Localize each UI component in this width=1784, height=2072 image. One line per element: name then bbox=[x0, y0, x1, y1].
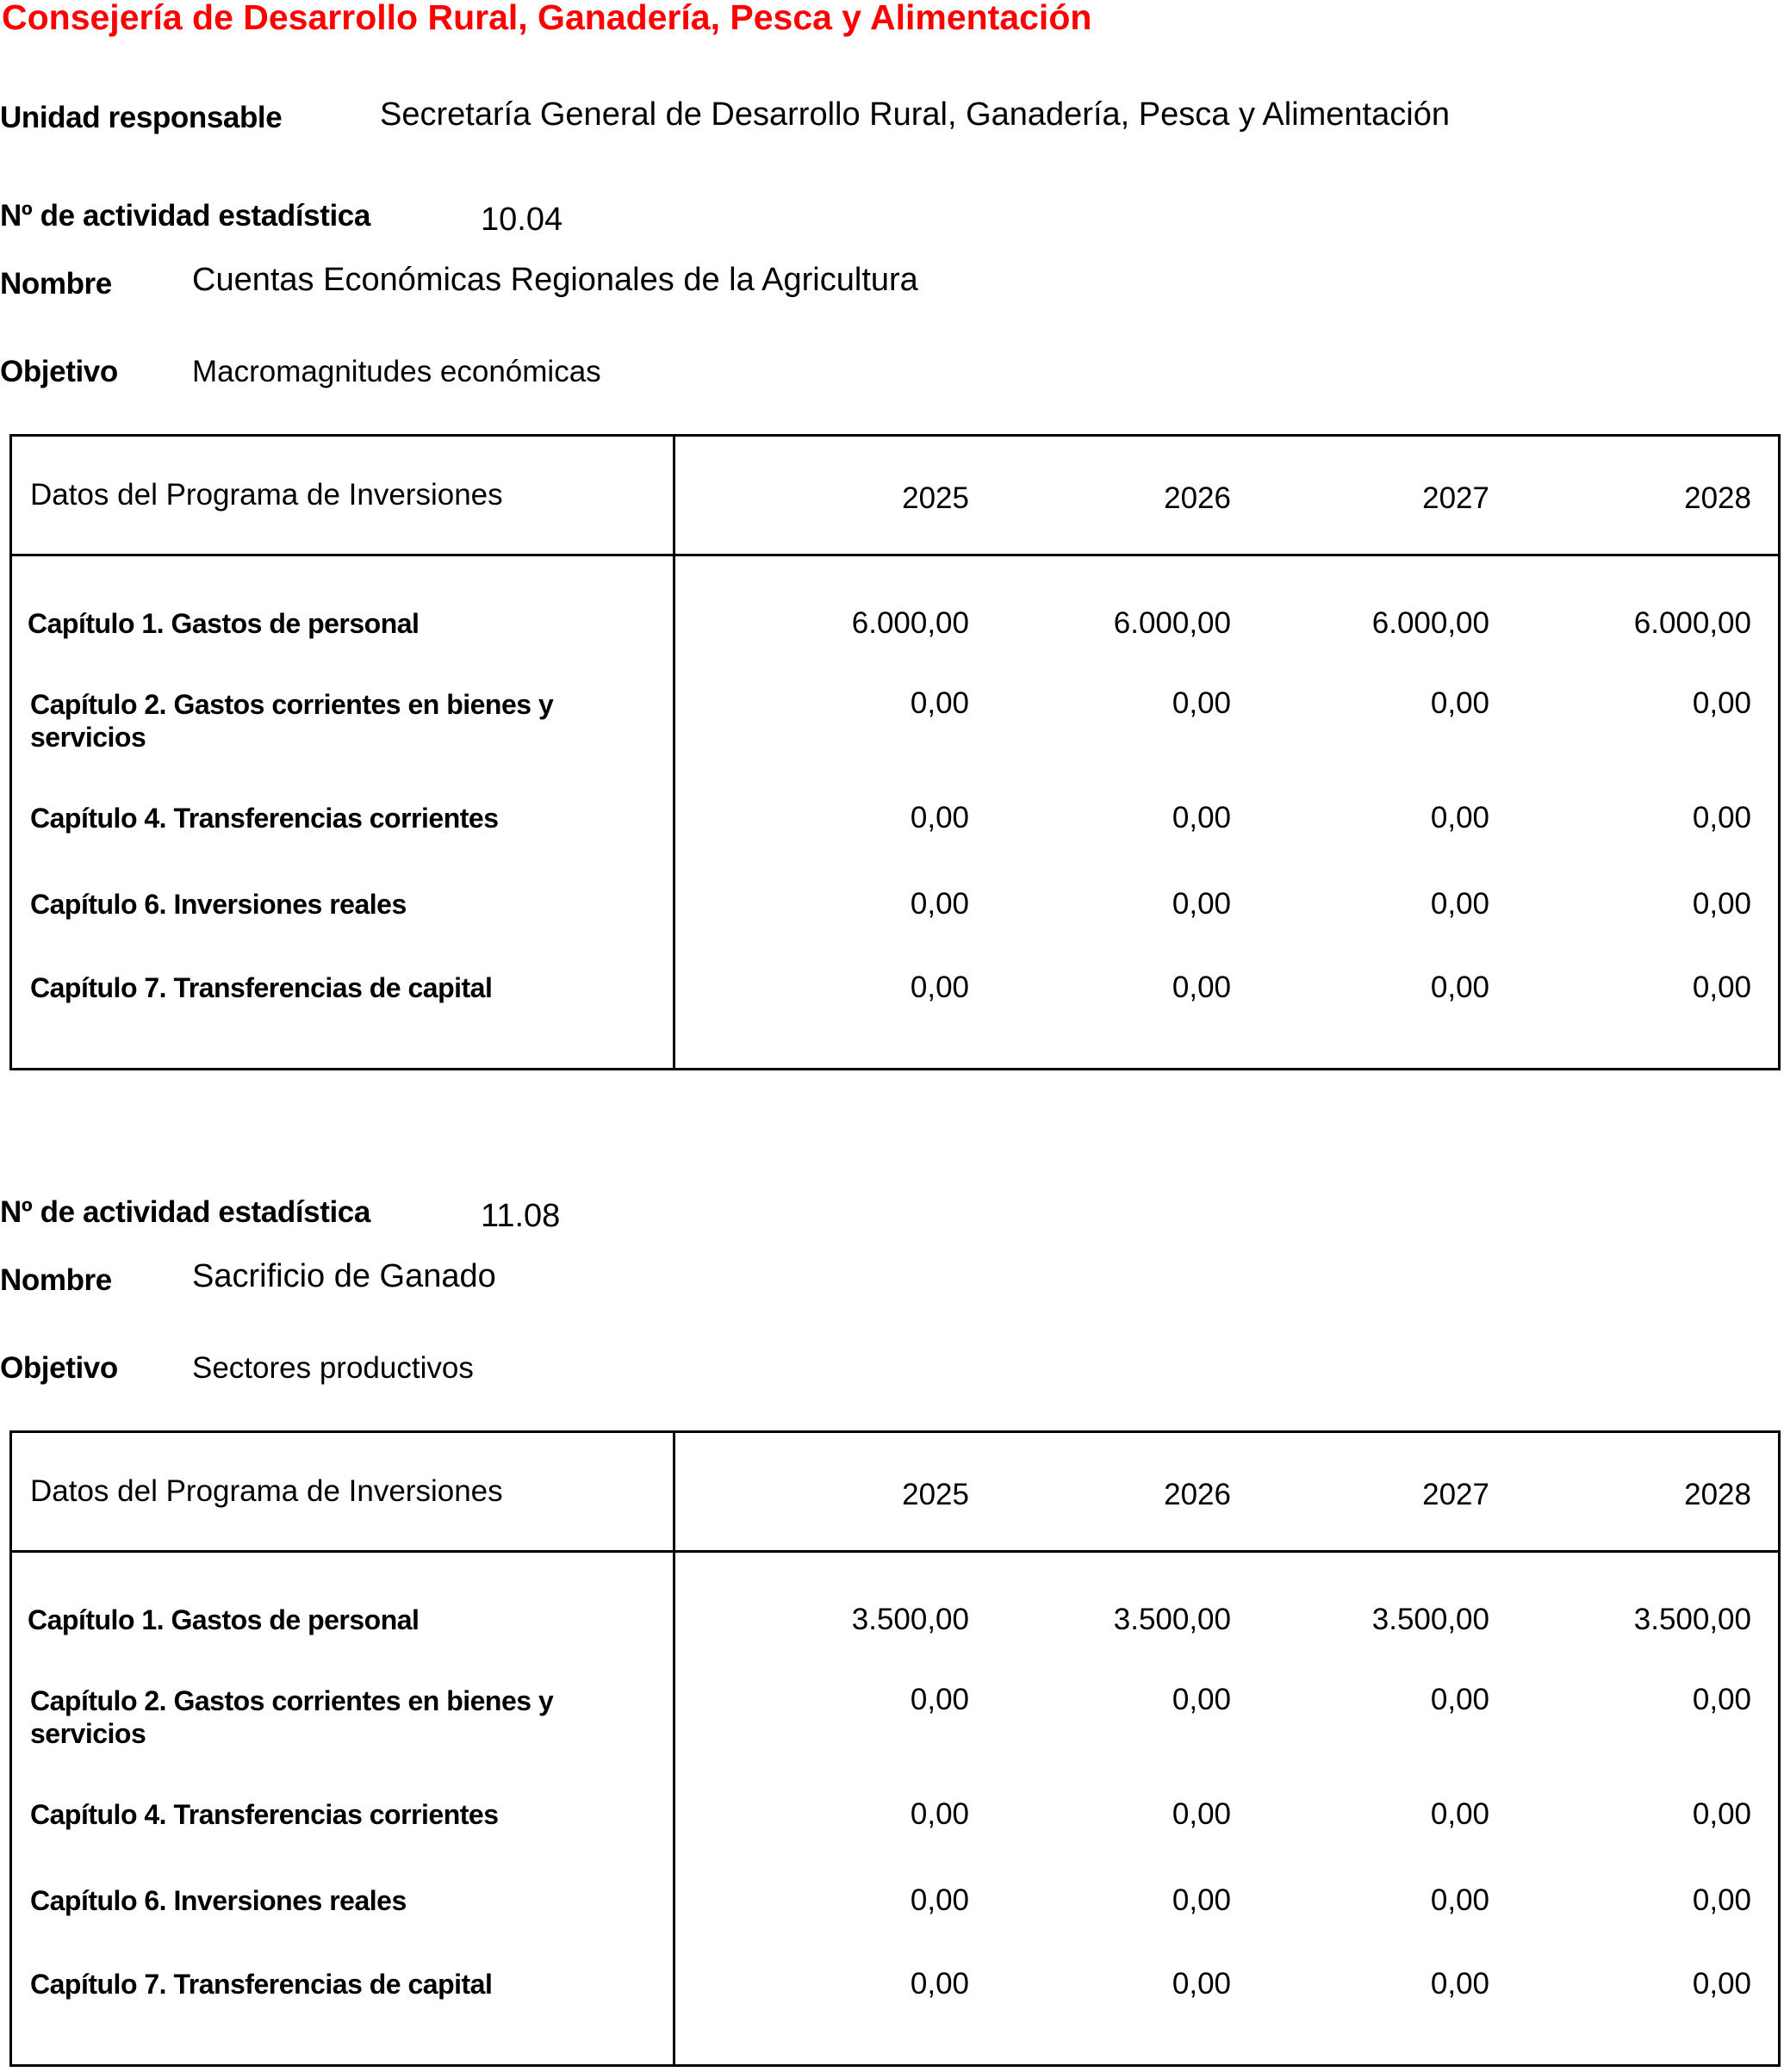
investment-table-2 bbox=[9, 1430, 1781, 2067]
cell-value: 3.500,00 bbox=[851, 1603, 969, 1636]
year-header: 2028 bbox=[1684, 1478, 1751, 1511]
table-header-label: Datos del Programa de Inversiones bbox=[30, 1474, 503, 1508]
cell-value: 0,00 bbox=[1692, 971, 1751, 1004]
activity-2-nombre: Sacrificio de Ganado bbox=[192, 1258, 496, 1294]
row-label: Capítulo 6. Inversiones reales bbox=[30, 1885, 407, 1916]
activity-2-number: 11.08 bbox=[481, 1198, 561, 1234]
cell-value: 0,00 bbox=[1172, 1683, 1231, 1716]
table-column-divider bbox=[673, 1433, 675, 2064]
cell-value: 0,00 bbox=[910, 686, 969, 720]
cell-value: 0,00 bbox=[1692, 801, 1751, 834]
row-label: Capítulo 4. Transferencias corrientes bbox=[30, 803, 499, 834]
activity-2-objetivo: Sectores productivos bbox=[192, 1351, 474, 1385]
cell-value: 0,00 bbox=[1172, 686, 1231, 720]
activity-1-number-label: Nº de actividad estadística bbox=[0, 199, 370, 233]
table-header-label: Datos del Programa de Inversiones bbox=[30, 478, 503, 512]
activity-1-objetivo-label: Objetivo bbox=[0, 355, 118, 388]
cell-value: 6.000,00 bbox=[1633, 606, 1751, 640]
activity-2-objetivo-label: Objetivo bbox=[0, 1351, 118, 1385]
year-header: 2026 bbox=[1164, 1478, 1231, 1511]
investment-table-1 bbox=[9, 434, 1781, 1070]
cell-value: 3.500,00 bbox=[1633, 1603, 1751, 1636]
cell-value: 0,00 bbox=[1172, 971, 1231, 1004]
row-label: Capítulo 2. Gastos corrientes en bienes y servicios bbox=[30, 689, 554, 754]
activity-1-nombre-label: Nombre bbox=[0, 267, 112, 301]
cell-value: 0,00 bbox=[910, 1683, 969, 1716]
row-label: Capítulo 4. Transferencias corrientes bbox=[30, 1799, 499, 1830]
activity-1-number: 10.04 bbox=[481, 202, 563, 238]
cell-value: 0,00 bbox=[910, 801, 969, 834]
cell-value: 0,00 bbox=[1430, 887, 1489, 921]
cell-value: 0,00 bbox=[1172, 1967, 1231, 2001]
cell-value: 0,00 bbox=[1692, 686, 1751, 720]
cell-value: 0,00 bbox=[1430, 971, 1489, 1004]
unidad-value: Secretaría General de Desarrollo Rural, Ganadería, Pesca y Alimentación bbox=[380, 96, 1450, 133]
cell-value: 0,00 bbox=[1692, 1797, 1751, 1831]
year-header: 2025 bbox=[902, 1478, 969, 1511]
row-label: Capítulo 1. Gastos de personal bbox=[28, 1604, 420, 1635]
cell-value: 0,00 bbox=[910, 887, 969, 921]
cell-value: 3.500,00 bbox=[1371, 1603, 1489, 1636]
cell-value: 0,00 bbox=[1692, 887, 1751, 921]
year-header: 2025 bbox=[902, 481, 969, 515]
year-header: 2026 bbox=[1164, 481, 1231, 515]
cell-value: 0,00 bbox=[1692, 1683, 1751, 1716]
cell-value: 0,00 bbox=[1430, 1797, 1489, 1831]
table-header-divider bbox=[12, 1550, 1778, 1553]
table-header-divider bbox=[12, 554, 1778, 556]
year-header: 2027 bbox=[1422, 1478, 1489, 1511]
row-label: Capítulo 2. Gastos corrientes en bienes y servicios bbox=[30, 1685, 554, 1750]
year-header: 2027 bbox=[1422, 481, 1489, 515]
row-label: Capítulo 6. Inversiones reales bbox=[30, 889, 407, 920]
row-label: Capítulo 1. Gastos de personal bbox=[28, 608, 420, 639]
cell-value: 6.000,00 bbox=[1371, 606, 1489, 640]
activity-2-number-label: Nº de actividad estadística bbox=[0, 1195, 370, 1229]
unidad-label: Unidad responsable bbox=[0, 101, 283, 134]
cell-value: 0,00 bbox=[910, 1797, 969, 1831]
cell-value: 6.000,00 bbox=[1113, 606, 1231, 640]
cell-value: 0,00 bbox=[1430, 1883, 1489, 1917]
cell-value: 0,00 bbox=[910, 1967, 969, 2001]
cell-value: 0,00 bbox=[1172, 1883, 1231, 1917]
activity-1-nombre: Cuentas Económicas Regionales de la Agricultura bbox=[192, 262, 918, 298]
cell-value: 0,00 bbox=[1172, 1797, 1231, 1831]
cell-value: 0,00 bbox=[1172, 801, 1231, 834]
cell-value: 0,00 bbox=[1430, 686, 1489, 720]
page-title: Consejería de Desarrollo Rural, Ganadería, Pesca y Alimentación bbox=[2, 0, 1092, 37]
activity-1-objetivo: Macromagnitudes económicas bbox=[192, 355, 601, 388]
row-label: Capítulo 7. Transferencias de capital bbox=[30, 972, 493, 1003]
cell-value: 0,00 bbox=[1172, 887, 1231, 921]
year-header: 2028 bbox=[1684, 481, 1751, 515]
cell-value: 0,00 bbox=[910, 971, 969, 1004]
activity-2-nombre-label: Nombre bbox=[0, 1263, 112, 1297]
cell-value: 0,00 bbox=[1692, 1967, 1751, 2001]
cell-value: 0,00 bbox=[910, 1883, 969, 1917]
cell-value: 3.500,00 bbox=[1113, 1603, 1231, 1636]
cell-value: 0,00 bbox=[1430, 1683, 1489, 1716]
cell-value: 0,00 bbox=[1430, 801, 1489, 834]
table-column-divider bbox=[673, 437, 675, 1068]
cell-value: 0,00 bbox=[1692, 1883, 1751, 1917]
cell-value: 0,00 bbox=[1430, 1967, 1489, 2001]
cell-value: 6.000,00 bbox=[851, 606, 969, 640]
row-label: Capítulo 7. Transferencias de capital bbox=[30, 1969, 493, 2000]
